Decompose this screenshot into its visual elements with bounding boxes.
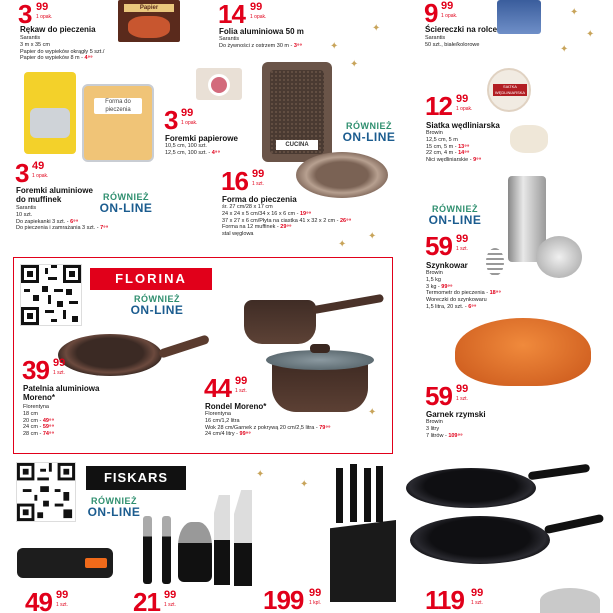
star-icon: ✦: [368, 231, 377, 242]
frying-pan-image: [406, 468, 536, 508]
florina-logo: FLORINA: [90, 268, 212, 290]
price-int: 44: [204, 373, 231, 403]
desc-line: 24 cm/4 litry - 99⁹⁹: [205, 431, 251, 438]
knife-handle-image: [350, 464, 357, 522]
price-meat-net: [425, 91, 473, 121]
desc-line: 10 szt.: [16, 211, 33, 218]
price-fiskars-pans: [425, 585, 484, 613]
price-foil: [218, 0, 267, 29]
product-title: Ściereczki na rolce: [425, 25, 498, 34]
star-icon: ✦: [586, 29, 595, 40]
price-int: 16: [221, 166, 248, 196]
qr-code-icon[interactable]: [20, 264, 82, 326]
desc-line: stal węglowa: [222, 231, 254, 238]
knife-handle-image: [364, 468, 371, 522]
star-icon: ✦: [368, 407, 377, 418]
online-line1: RÓWNIEŻ: [134, 294, 180, 304]
price-unit: 1 opak.: [36, 14, 53, 20]
product-desc: [426, 270, 501, 311]
desc-line: Browin: [426, 419, 443, 425]
desc-line: Do zapiekanki 3 szt. - 6⁹⁹: [16, 218, 79, 225]
online-badge: [122, 295, 192, 316]
tool-image: [162, 516, 171, 584]
product-desc: [165, 143, 220, 157]
desc-line: 15 cm, 5 m - 13⁹⁹: [426, 143, 470, 150]
price-baking-form: [221, 166, 265, 196]
product-title: Rondel Moreno*: [205, 402, 267, 411]
price-dec: 99: [53, 357, 66, 369]
desc-line: Do pieczenia i zamrażania 3 szt. - 7⁹⁹: [16, 225, 109, 232]
desc-line: Florentyna: [23, 404, 49, 410]
price-dec: 99: [456, 93, 469, 105]
desc-line: Sarantis: [20, 35, 41, 41]
online-line2: ON-LINE: [428, 213, 482, 227]
pan-handle-image: [528, 464, 591, 481]
round-pan-image: [296, 152, 388, 198]
meat-net-image: [487, 68, 531, 112]
price-int: 3: [164, 105, 178, 135]
desc-line: 7 litrów - 109⁹⁹: [426, 432, 463, 439]
online-badge: [339, 122, 399, 143]
desc-line: 50 szt., białe/kolorowe: [425, 41, 480, 48]
peeler-image: [143, 516, 152, 584]
desc-line: 22 cm, 4 m - 14⁹⁹: [426, 150, 470, 157]
price-unit: 1 opak.: [250, 14, 267, 20]
desc-line: Wok 28 cm/Garnek z pokrywą 20 cm/2,5 litra - 79⁹⁹: [205, 424, 331, 431]
price-int: 119: [425, 585, 464, 613]
price-dec: 99: [441, 0, 454, 12]
price-dec: 99: [164, 589, 177, 601]
desc-line: Nici wędliniarskie - 9⁹⁹: [426, 157, 482, 164]
product-title: Szynkowar: [426, 261, 468, 270]
desc-line: 10,5 cm, 100 szt.: [165, 143, 207, 149]
price-pan: [22, 355, 66, 385]
desc-line: 1,5 litra, 20 szt. - 6⁹⁹: [426, 303, 477, 310]
online-line1: RÓWNIEŻ: [103, 192, 149, 202]
price-int: 21: [133, 587, 160, 613]
baking-paper-box-image: [118, 0, 180, 42]
desc-line: 24 cm - 59⁹⁹: [23, 424, 55, 431]
product-desc: [20, 35, 104, 62]
product-desc: [426, 419, 463, 439]
price-unit: 1 szt.: [235, 388, 247, 394]
price-int: 3: [15, 158, 29, 188]
star-icon: ✦: [300, 479, 309, 490]
alu-muffin-pack-image: [24, 72, 76, 154]
price-sharpener: [25, 587, 69, 613]
desc-line: 16 cm/1,2 litra: [205, 417, 240, 424]
online-badge: [84, 497, 144, 518]
star-icon: ✦: [256, 469, 265, 480]
desc-line: Forma na 12 muffinek - 29⁹⁹: [222, 224, 292, 231]
star-icon: ✦: [372, 23, 381, 34]
product-title: Foremki aluminiowe do muffinek: [16, 186, 93, 204]
star-icon: ✦: [338, 239, 347, 250]
cloths-roll-image: [497, 0, 541, 34]
loaf-pan-image: [262, 62, 332, 162]
paper-form-image: [208, 74, 230, 96]
desc-line: 3 m x 35 cm: [20, 41, 50, 48]
fiskars-logo: FISKARS: [86, 466, 186, 490]
paper-forms-box-image: [196, 68, 242, 100]
price-roaster: [425, 381, 469, 411]
price-paper-forms: [164, 105, 198, 135]
price-int: 59: [425, 231, 452, 261]
knife-image: [234, 490, 252, 586]
online-line1: RÓWNIEŻ: [346, 121, 392, 131]
price-dec: 99: [456, 233, 469, 245]
online-line2: ON-LINE: [87, 505, 141, 519]
cake-image: [128, 16, 170, 38]
price-unit: 1 szt.: [252, 181, 264, 187]
y-peeler-image: [178, 522, 212, 582]
price-cloths: [424, 0, 458, 28]
product-desc: [425, 35, 479, 49]
brand-label: CUCINA: [276, 140, 318, 150]
product-desc: [219, 36, 302, 50]
price-unit: 1 kpl.: [309, 600, 321, 606]
product-title: Garnek rzymski: [426, 410, 486, 419]
alu-tray-image: [82, 84, 154, 162]
price-dec: 99: [309, 587, 322, 599]
desc-line: 12,5 cm, 100 szt. - 4⁹⁹: [165, 149, 221, 156]
price-ham-maker: [425, 231, 469, 261]
desc-line: Woreczki do szynkowaru: [426, 297, 487, 304]
desc-line: 24 x 24 x 5 cm/34 x 16 x 6 cm - 19⁹⁹: [222, 210, 312, 217]
desc-line: Papier do wypieków okrągły 5 szt./: [20, 48, 105, 55]
product-desc: [16, 205, 108, 232]
product-title: Siatka wędliniarska: [426, 121, 500, 130]
desc-line: śr. 27 cm/28 x 17 cm: [222, 204, 273, 210]
knife-image: [214, 495, 230, 585]
sharpener-accent: [85, 558, 107, 568]
knife-block-image: [330, 520, 396, 602]
price-dec: 99: [456, 383, 469, 395]
online-line2: ON-LINE: [130, 303, 184, 317]
online-line1: RÓWNIEŻ: [432, 204, 478, 214]
star-icon: ✦: [330, 41, 339, 52]
alu-cup-image: [30, 108, 70, 138]
desc-line: Sarantis: [219, 36, 240, 42]
desc-line: 28 cm - 74⁹⁹: [23, 431, 55, 438]
price-dec: 49: [32, 160, 45, 172]
online-badge: [425, 205, 485, 226]
price-unit: 1 opak.: [456, 106, 473, 112]
price-dec: 99: [36, 1, 49, 13]
price-unit: 1 opak.: [181, 120, 198, 126]
price-unit: 1 szt.: [471, 600, 483, 606]
pot-lid-image: [266, 350, 374, 370]
pack-label: SIATKA WĘDLINIARSKA: [494, 84, 526, 95]
desc-line: 18 cm: [23, 410, 38, 417]
online-badge: [96, 193, 156, 214]
price-dec: 99: [471, 587, 484, 599]
saucepan-image: [244, 300, 316, 344]
desc-line: Sarantis: [425, 35, 446, 41]
desc-line: 1,5 kg: [426, 276, 441, 283]
price-alu-muffin: [15, 158, 49, 188]
desc-line: Do żywności z ostrzem 30 m - 3⁹⁹: [219, 42, 303, 49]
price-int: 199: [263, 585, 304, 613]
lid-knob-image: [310, 344, 330, 353]
online-line2: ON-LINE: [342, 130, 396, 144]
knife-sharpener-image: [17, 548, 113, 578]
product-desc: [205, 411, 331, 438]
product-title: Patelnia aluminiowa Moreno*: [23, 384, 100, 402]
desc-line: Florentyna: [205, 411, 231, 417]
product-desc: [426, 130, 481, 164]
desc-line: Sarantis: [16, 205, 37, 211]
price-dec: 99: [252, 168, 265, 180]
desc-line: 12,5 cm, 5 m: [426, 136, 458, 143]
price-unit: 1 szt.: [53, 370, 65, 376]
product-title: Folia aluminiowa 50 m: [219, 27, 304, 36]
online-line1: RÓWNIEŻ: [91, 496, 137, 506]
star-icon: ✦: [570, 7, 579, 18]
box-label: Papier: [124, 4, 174, 12]
desc-line: Papier do wypieków 8 m - 4⁹⁹: [20, 55, 93, 62]
price-tools: [133, 587, 177, 613]
price-unit: 1 opak.: [441, 13, 458, 19]
online-line2: ON-LINE: [99, 201, 153, 215]
product-desc: [23, 404, 54, 438]
knife-handle-image: [376, 466, 383, 522]
star-icon: ✦: [560, 44, 569, 55]
price-int: 14: [218, 0, 245, 29]
frying-pan-image: [58, 334, 162, 376]
price-dec: 99: [250, 1, 263, 13]
pan-bottom-image: [540, 588, 600, 613]
price-int: 12: [425, 91, 452, 121]
price-baking-paper: [18, 0, 53, 29]
frying-pan-image: [410, 516, 550, 564]
price-dec: 99: [235, 375, 248, 387]
desc-line: 3 litry: [426, 425, 440, 432]
price-int: 49: [25, 587, 52, 613]
sausage-net-image: [510, 125, 548, 153]
ham-maker-lid-image: [536, 236, 582, 278]
knife-handle-image: [336, 468, 343, 523]
price-unit: 1 opak.: [32, 173, 49, 179]
roaster-image: [455, 318, 591, 386]
price-pot: [204, 373, 248, 403]
desc-line: Termometr do pieczenia - 18⁹⁹: [426, 290, 501, 297]
price-int: 59: [425, 381, 452, 411]
price-dec: 99: [56, 589, 69, 601]
star-icon: ✦: [350, 59, 359, 70]
price-knife-block: [263, 585, 322, 613]
price-unit: 1 szt.: [164, 602, 176, 608]
desc-line: 20 cm - 49⁹⁹: [23, 417, 55, 424]
price-int: 3: [18, 0, 32, 29]
desc-line: Browin: [426, 130, 443, 136]
pan-handle-image: [544, 514, 604, 534]
price-int: 39: [22, 355, 49, 385]
qr-code-icon[interactable]: [16, 462, 76, 522]
product-title: Rękaw do pieczenia: [20, 25, 96, 34]
price-int: 9: [424, 0, 438, 28]
product-title: Foremki papierowe: [165, 134, 238, 143]
price-dec: 99: [181, 107, 194, 119]
product-title: Forma do pieczenia: [222, 195, 297, 204]
desc-line: 37 x 27 x 6 cm/Płyta na ciastka 41 x 32 x 2 cm - 26⁹⁹: [222, 217, 352, 224]
price-unit: 1 szt.: [456, 396, 468, 402]
product-desc: [222, 204, 351, 238]
desc-line: Browin: [426, 270, 443, 276]
price-unit: 1 szt.: [56, 602, 68, 608]
tray-label: Forma do pieczenia: [94, 98, 142, 114]
desc-line: 3 kg - 99⁹⁹: [426, 283, 453, 290]
price-unit: 1 szt.: [456, 246, 468, 252]
